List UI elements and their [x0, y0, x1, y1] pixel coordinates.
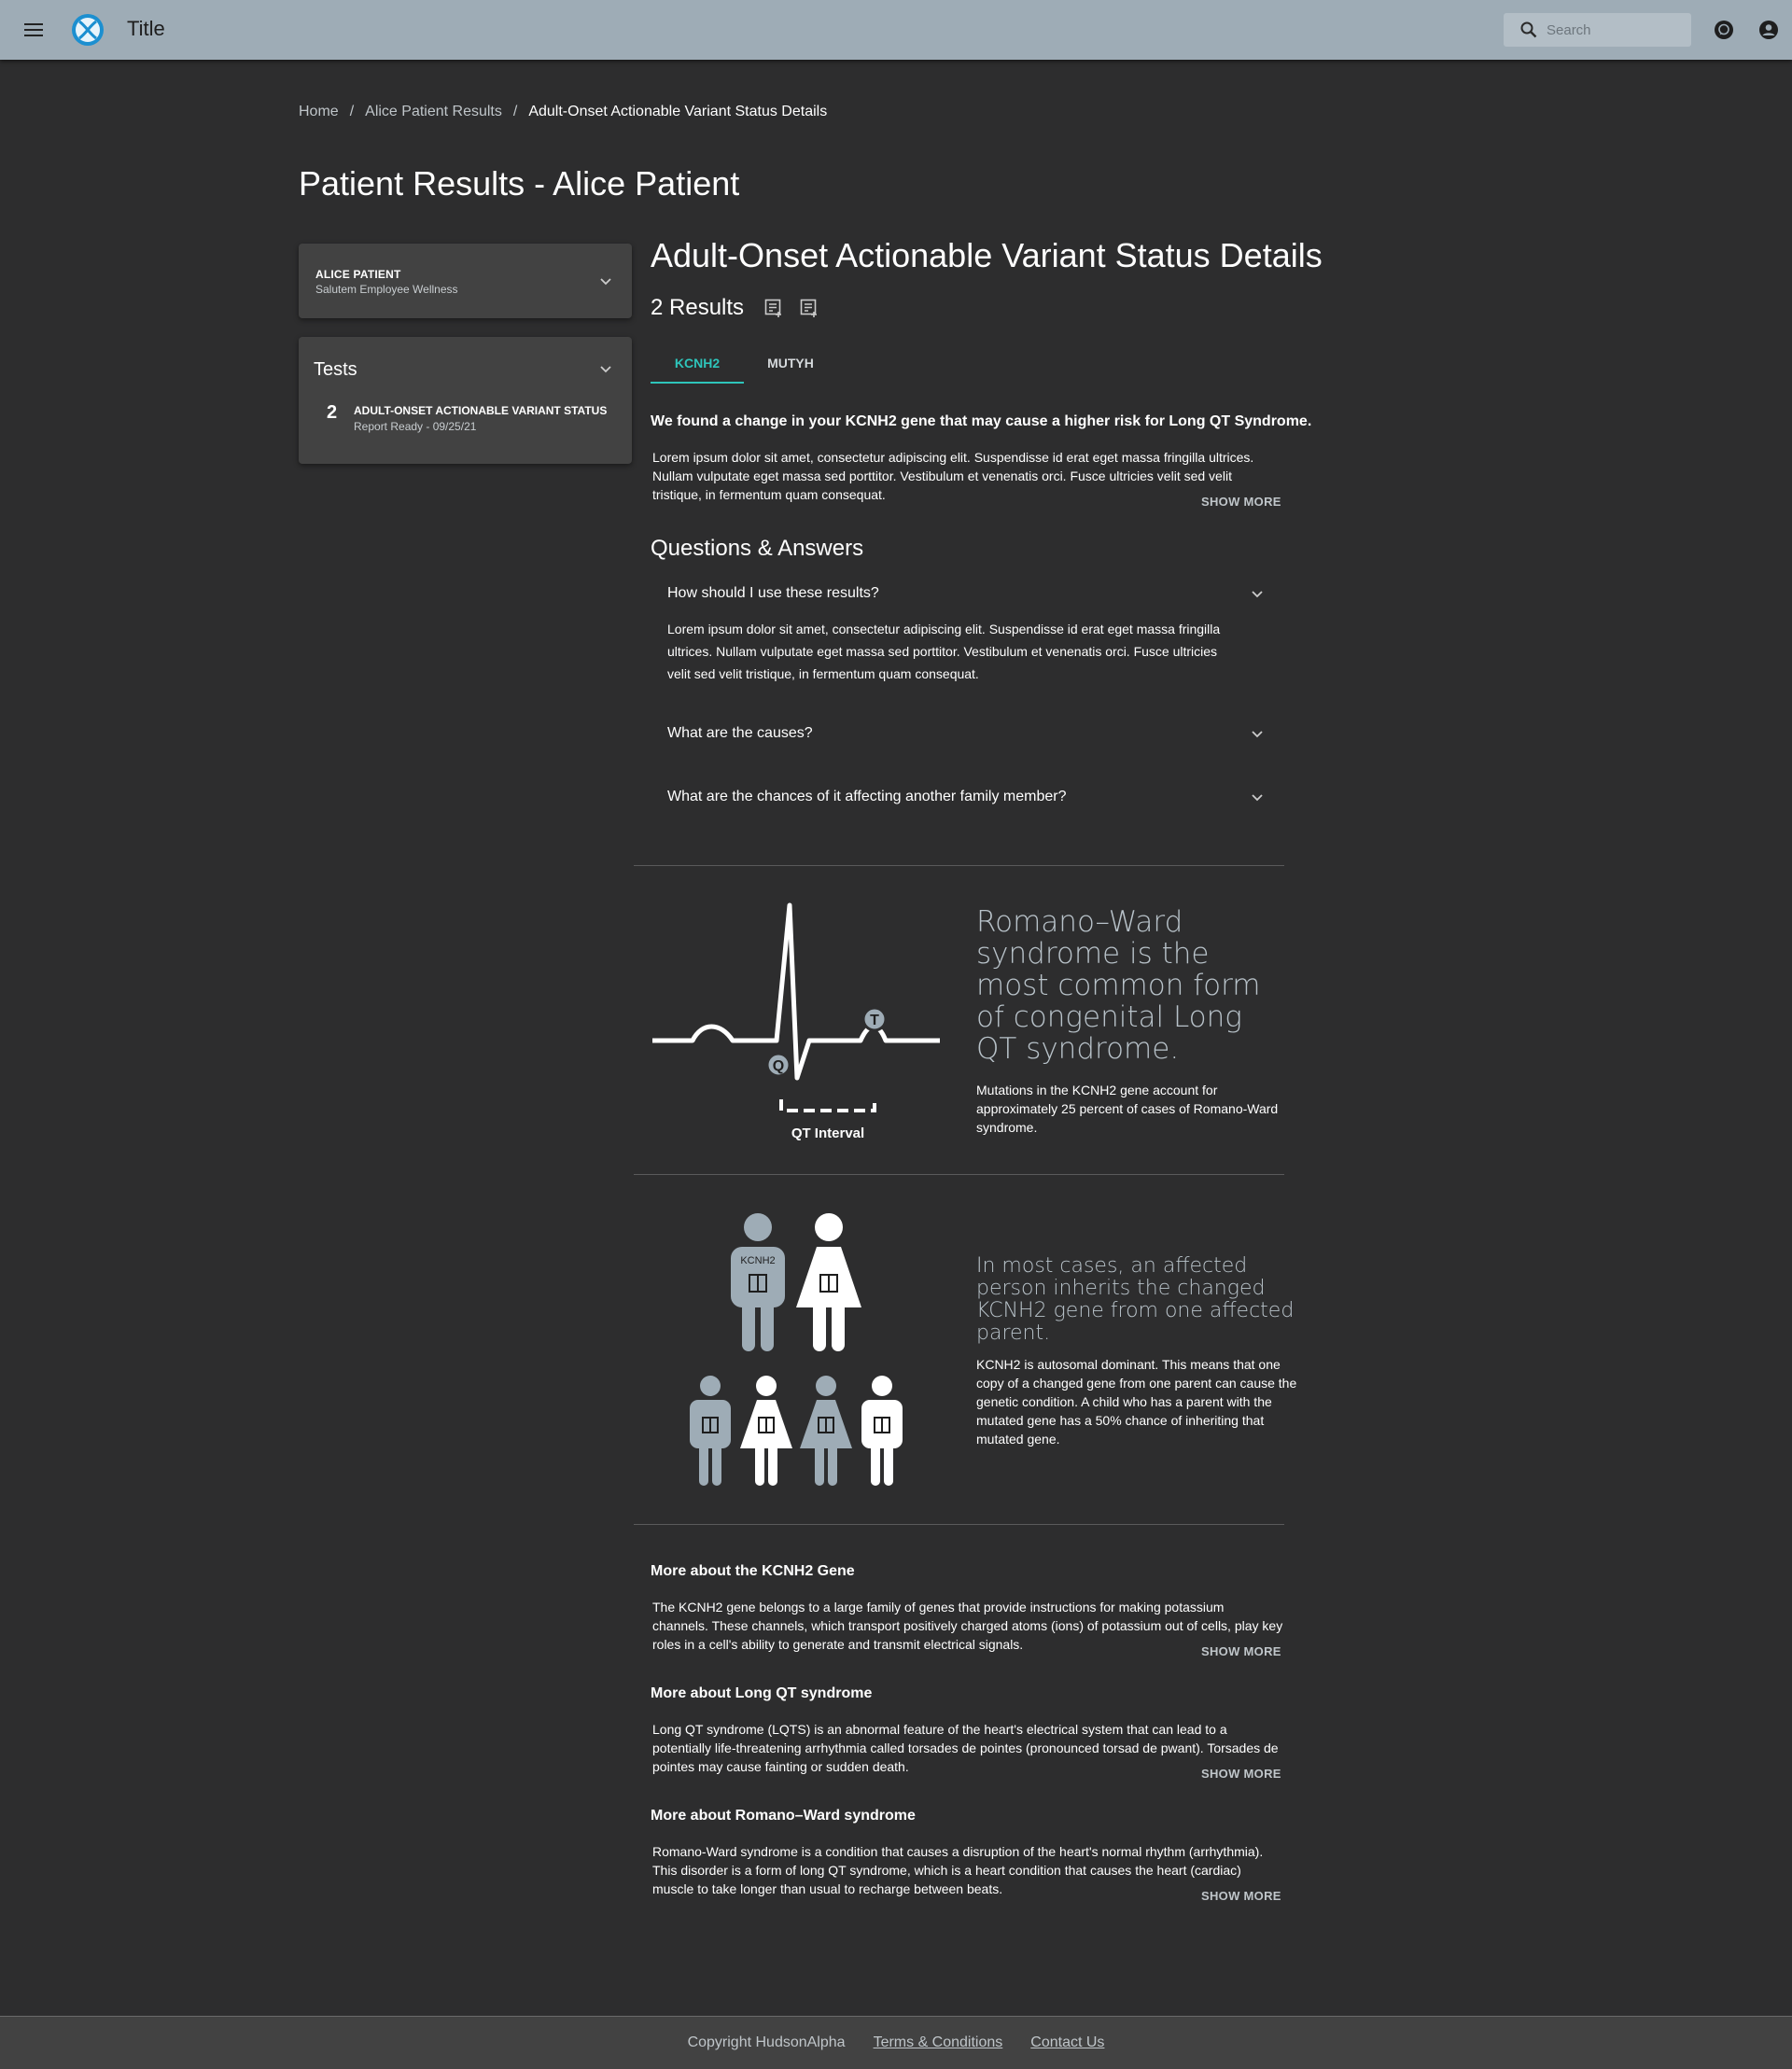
q-label: Q: [772, 1058, 785, 1074]
breadcrumb-current: Adult-Onset Actionable Variant Status Details: [528, 104, 828, 119]
add-note-icon[interactable]: [798, 297, 820, 319]
page-title: Patient Results - Alice Patient: [299, 164, 740, 203]
menu-icon[interactable]: [19, 17, 49, 43]
section-text: Romano-Ward syndrome is a condition that causes a disruption of the heart's normal rhythm (arrhythmia). This disorder is a form of long QT syndrome, which is a heart condition that causes the heart (cardiac) muscle to take longer than usual to recharge between beats.: [652, 1844, 1264, 1896]
qa-question[interactable]: What are the causes?: [667, 725, 813, 741]
show-more-button[interactable]: SHOW MORE: [1201, 495, 1281, 509]
section-text: Long QT syndrome (LQTS) is an abnormal feature of the heart's electrical system that can lead to a potentially life-threatening arrhythmia called torsades de pointes (pronounced torsad de pwant). Torsades de pointes may cause fainting or sudden death.: [652, 1722, 1279, 1774]
test-item-status: Report Ready - 09/25/21: [354, 420, 477, 433]
qa-title: Questions & Answers: [651, 536, 864, 561]
patient-name: ALICE PATIENT: [315, 268, 401, 281]
gene-tabs: [651, 346, 837, 384]
qa-answer: Lorem ipsum dolor sit amet, consectetur adipiscing elit. Suspendisse id erat eget massa fringilla ultrices. Nullam vulputate eget massa sed porttitor. Vestibulum et venenatis orci. Fusce ultricies velit sed velit tristique, in fermentum quam consequat.: [667, 622, 1221, 681]
divider: [634, 865, 1284, 866]
t-label: T: [870, 1013, 879, 1028]
help-chat-icon[interactable]: [1713, 19, 1735, 41]
search-box[interactable]: [1504, 13, 1691, 47]
chevron-down-icon[interactable]: [1249, 585, 1266, 602]
section-text: The KCNH2 gene belongs to a large family of genes that provide instructions for making potassium channels. These channels, which transport positively charged atoms (ions) of potassium out of cells, play key roles in a cell's ability to generate and transmit electrical signals.: [652, 1600, 1283, 1652]
divider: [634, 1524, 1284, 1525]
inheritance-headline: In most cases, an affected person inherits the changed KCNH2 gene from one affected parent.: [976, 1254, 1295, 1345]
divider: [634, 1174, 1284, 1175]
qa-question[interactable]: How should I use these results?: [667, 585, 879, 601]
chevron-down-icon[interactable]: [1249, 789, 1266, 805]
qt-headline: Romano–Ward syndrome is the most common form of congenital Long QT syndrome.: [976, 905, 1261, 1066]
tests-card: [299, 337, 632, 464]
add-note-icon[interactable]: [763, 297, 785, 319]
patient-card[interactable]: [299, 244, 632, 318]
section-heading: More about Long QT syndrome: [651, 1685, 873, 1701]
breadcrumb-separator: /: [512, 104, 518, 119]
account-icon[interactable]: [1757, 19, 1780, 41]
results-count: 2 Results: [651, 295, 745, 320]
search-input[interactable]: [1547, 22, 1677, 38]
breadcrumb-patient-results[interactable]: Alice Patient Results: [365, 104, 502, 119]
logo-icon[interactable]: [71, 13, 105, 47]
patient-organization: Salutem Employee Wellness: [315, 283, 458, 296]
section-heading: More about Romano–Ward syndrome: [651, 1808, 916, 1824]
show-more-button[interactable]: SHOW MORE: [1201, 1889, 1281, 1903]
qa-question[interactable]: What are the chances of it affecting another family member?: [667, 789, 1067, 804]
breadcrumb-home[interactable]: Home: [299, 104, 339, 119]
results-row: [651, 295, 820, 321]
app-title[interactable]: Title: [127, 17, 165, 40]
footer-copyright: Copyright HudsonAlpha: [687, 2034, 846, 2050]
gene-label: KCNH2: [740, 1255, 776, 1266]
section-heading: More about the KCNH2 Gene: [651, 1563, 855, 1579]
test-item-name[interactable]: ADULT-ONSET ACTIONABLE VARIANT STATUS: [354, 404, 608, 417]
finding-summary: Lorem ipsum dolor sit amet, consectetur adipiscing elit. Suspendisse id erat eget massa fringilla ultrices. Nullam vulputate eget massa sed porttitor. Vestibulum et venenatis orci. Fusce ultricies velit sed velit tristique, in fermentum quam consequat.: [652, 450, 1254, 502]
breadcrumb: [299, 104, 827, 120]
footer-contact-link[interactable]: Contact Us: [1030, 2034, 1105, 2050]
footer: [0, 2016, 1792, 2069]
chevron-down-icon[interactable]: [597, 273, 614, 289]
qt-body: Mutations in the KCNH2 gene account for approximately 25 percent of cases of Romano-Ward syndrome.: [976, 1083, 1279, 1135]
show-more-button[interactable]: SHOW MORE: [1201, 1767, 1281, 1781]
inheritance-body: KCNH2 is autosomal dominant. This means that one copy of a changed gene from one parent can cause the genetic condition. A child who has a parent with the mutated gene has a 50% chance of inheriting that mutated gene.: [976, 1357, 1297, 1447]
search-icon: [1520, 21, 1537, 38]
show-more-button[interactable]: SHOW MORE: [1201, 1644, 1281, 1658]
inheritance-pedigree-illustration: [686, 1211, 910, 1491]
finding-headline: We found a change in your KCNH2 gene that may cause a higher risk for Long QT Syndrome.: [651, 413, 1312, 429]
tab-mutyh[interactable]: MUTYH: [767, 356, 814, 370]
chevron-down-icon[interactable]: [597, 360, 614, 377]
footer-terms-link[interactable]: Terms & Conditions: [873, 2034, 1003, 2050]
app-header: [0, 0, 1792, 60]
qt-interval-label: QT Interval: [791, 1125, 865, 1141]
chevron-down-icon[interactable]: [1249, 725, 1266, 742]
breadcrumb-separator: /: [349, 104, 355, 119]
tab-kcnh2[interactable]: KCNH2: [651, 346, 744, 384]
test-count: 2: [327, 402, 338, 423]
tests-heading: Tests: [314, 359, 357, 380]
ecg-qt-interval-illustration: [651, 896, 942, 1148]
details-title: Adult-Onset Actionable Variant Status Details: [651, 236, 1323, 274]
